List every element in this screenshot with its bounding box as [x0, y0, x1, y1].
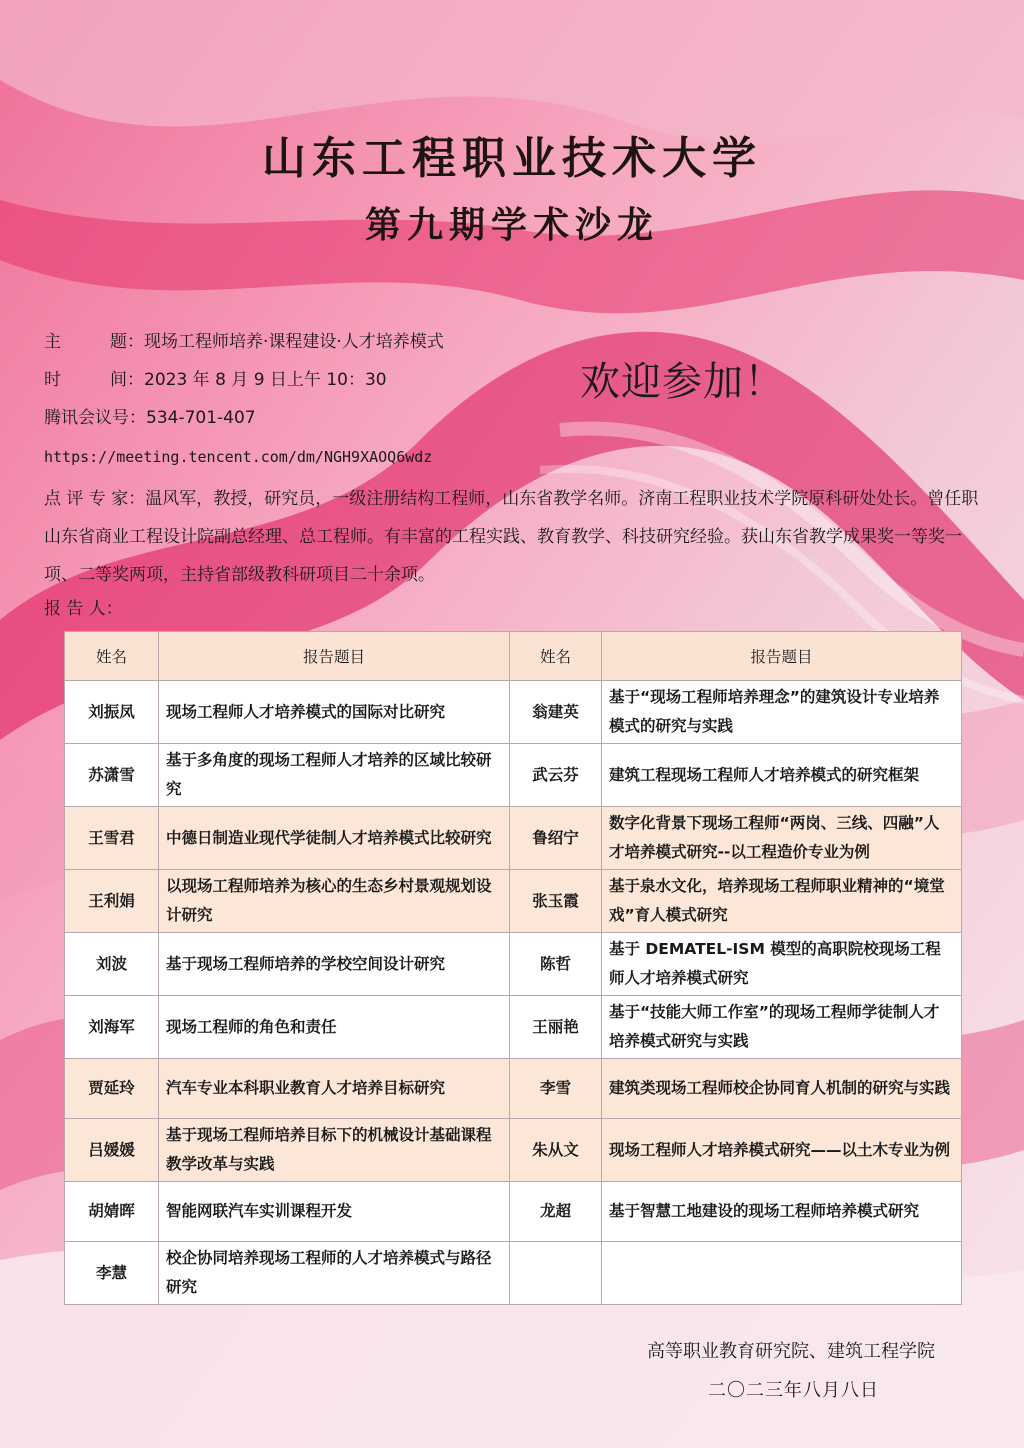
reporter-name: 李雪	[510, 1059, 602, 1119]
table-row	[65, 744, 962, 807]
table-header-row	[65, 632, 962, 681]
review-label: 点 评 专 家：	[44, 489, 146, 509]
report-title	[602, 1242, 962, 1305]
report-title: 智能网联汽车实训课程开发	[159, 1182, 510, 1242]
reporter-name: 龙超	[510, 1182, 602, 1242]
header-topic-1: 报告题目	[159, 632, 510, 681]
report-title: 数字化背景下现场工程师“两岗、三线、四融”人才培养模式研究--以工程造价专业为例	[602, 807, 962, 870]
table-row	[65, 681, 962, 744]
report-title: 现场工程师的角色和责任	[159, 996, 510, 1059]
topic-value: 现场工程师培养·课程建设·人才培养模式	[144, 332, 444, 352]
table-row	[65, 1059, 962, 1119]
time-line	[44, 368, 387, 392]
table-row	[65, 1119, 962, 1182]
table-row	[65, 933, 962, 996]
table-row	[65, 996, 962, 1059]
reporter-name: 胡婧晖	[65, 1182, 159, 1242]
reporter-name: 王雪君	[65, 807, 159, 870]
report-title: 基于现场工程师培养的学校空间设计研究	[159, 933, 510, 996]
report-title: 现场工程师人才培养模式研究——以土木专业为例	[602, 1119, 962, 1182]
table-row	[65, 1182, 962, 1242]
reporter-name: 刘波	[65, 933, 159, 996]
report-title: 基于现场工程师培养目标下的机械设计基础课程教学改革与实践	[159, 1119, 510, 1182]
report-title: 建筑类现场工程师校企协同育人机制的研究与实践	[602, 1059, 962, 1119]
reporter-name: 朱从文	[510, 1119, 602, 1182]
organizer: 高等职业教育研究院、建筑工程学院	[647, 1341, 935, 1362]
header-topic-2: 报告题目	[602, 632, 962, 681]
reporter-name: 王利娟	[65, 870, 159, 933]
report-title: 建筑工程现场工程师人才培养模式的研究框架	[602, 744, 962, 807]
topic-line	[44, 330, 444, 354]
meeting-url[interactable]: https://meeting.tencent.com/dm/NGH9XAOQ6wdz	[44, 448, 433, 466]
report-title: 基于智慧工地建设的现场工程师培养模式研究	[602, 1182, 962, 1242]
time-label-b: 间：	[110, 370, 144, 390]
time-label-a: 时	[44, 370, 61, 390]
reporter-name: 苏潇雪	[65, 744, 159, 807]
table-row	[65, 807, 962, 870]
reporter-name: 张玉霞	[510, 870, 602, 933]
table-row	[65, 1242, 962, 1305]
reporter-name	[510, 1242, 602, 1305]
topic-label-a: 主	[44, 332, 61, 352]
reporters-label: 报 告 人：	[44, 599, 123, 619]
report-title: 基于多角度的现场工程师人才培养的区域比较研究	[159, 744, 510, 807]
report-title: 以现场工程师培养为核心的生态乡村景观规划设计研究	[159, 870, 510, 933]
reporter-name: 武云芬	[510, 744, 602, 807]
report-title: 中德日制造业现代学徒制人才培养模式比较研究	[159, 807, 510, 870]
issue-date: 二〇二三年八月八日	[708, 1380, 879, 1401]
report-title: 汽车专业本科职业教育人才培养目标研究	[159, 1059, 510, 1119]
reporter-name: 刘海军	[65, 996, 159, 1059]
table-row	[65, 870, 962, 933]
reports-table	[64, 631, 962, 1305]
reporter-name: 吕媛媛	[65, 1119, 159, 1182]
time-value: 2023 年 8 月 9 日上午 10：30	[144, 370, 387, 390]
report-title: 现场工程师人才培养模式的国际对比研究	[159, 681, 510, 744]
reporter-name: 贾延玲	[65, 1059, 159, 1119]
reporter-name: 陈哲	[510, 933, 602, 996]
reporter-name: 刘振凤	[65, 681, 159, 744]
report-title: 基于“现场工程师培养理念”的建筑设计专业培养模式的研究与实践	[602, 681, 962, 744]
report-title: 基于 DEMATEL-ISM 模型的高职院校现场工程师人才培养模式研究	[602, 933, 962, 996]
review-paragraph	[44, 480, 984, 594]
reporter-name: 翁建英	[510, 681, 602, 744]
reporter-name: 李慧	[65, 1242, 159, 1305]
report-title: 基于“技能大师工作室”的现场工程师学徒制人才培养模式研究与实践	[602, 996, 962, 1059]
welcome-text: 欢迎参加！	[580, 359, 785, 405]
page-subtitle: 第九期学术沙龙	[364, 204, 659, 246]
reporter-name: 鲁绍宁	[510, 807, 602, 870]
reporter-name: 王丽艳	[510, 996, 602, 1059]
header-name-1: 姓名	[65, 632, 159, 681]
meeting-id: 534-701-407	[146, 408, 256, 428]
page-title: 山东工程职业技术大学	[262, 133, 762, 184]
meeting-line	[44, 406, 256, 430]
topic-label-b: 题：	[110, 332, 144, 352]
meeting-label: 腾讯会议号：	[44, 408, 146, 428]
review-text: 温风军，教授，研究员，一级注册结构工程师，山东省教学名师。济南工程职业技术学院原科研处处长。曾任职山东省商业工程设计院副总经理、总工程师。有丰富的工程实践、教育教学、科技研究经验。获山东省教学成果奖一等奖一项、二等奖两项，主持省部级教科研项目二十余项。	[44, 489, 979, 585]
header-name-2: 姓名	[510, 632, 602, 681]
report-title: 基于泉水文化，培养现场工程师职业精神的“境堂戏”育人模式研究	[602, 870, 962, 933]
report-title: 校企协同培养现场工程师的人才培养模式与路径研究	[159, 1242, 510, 1305]
